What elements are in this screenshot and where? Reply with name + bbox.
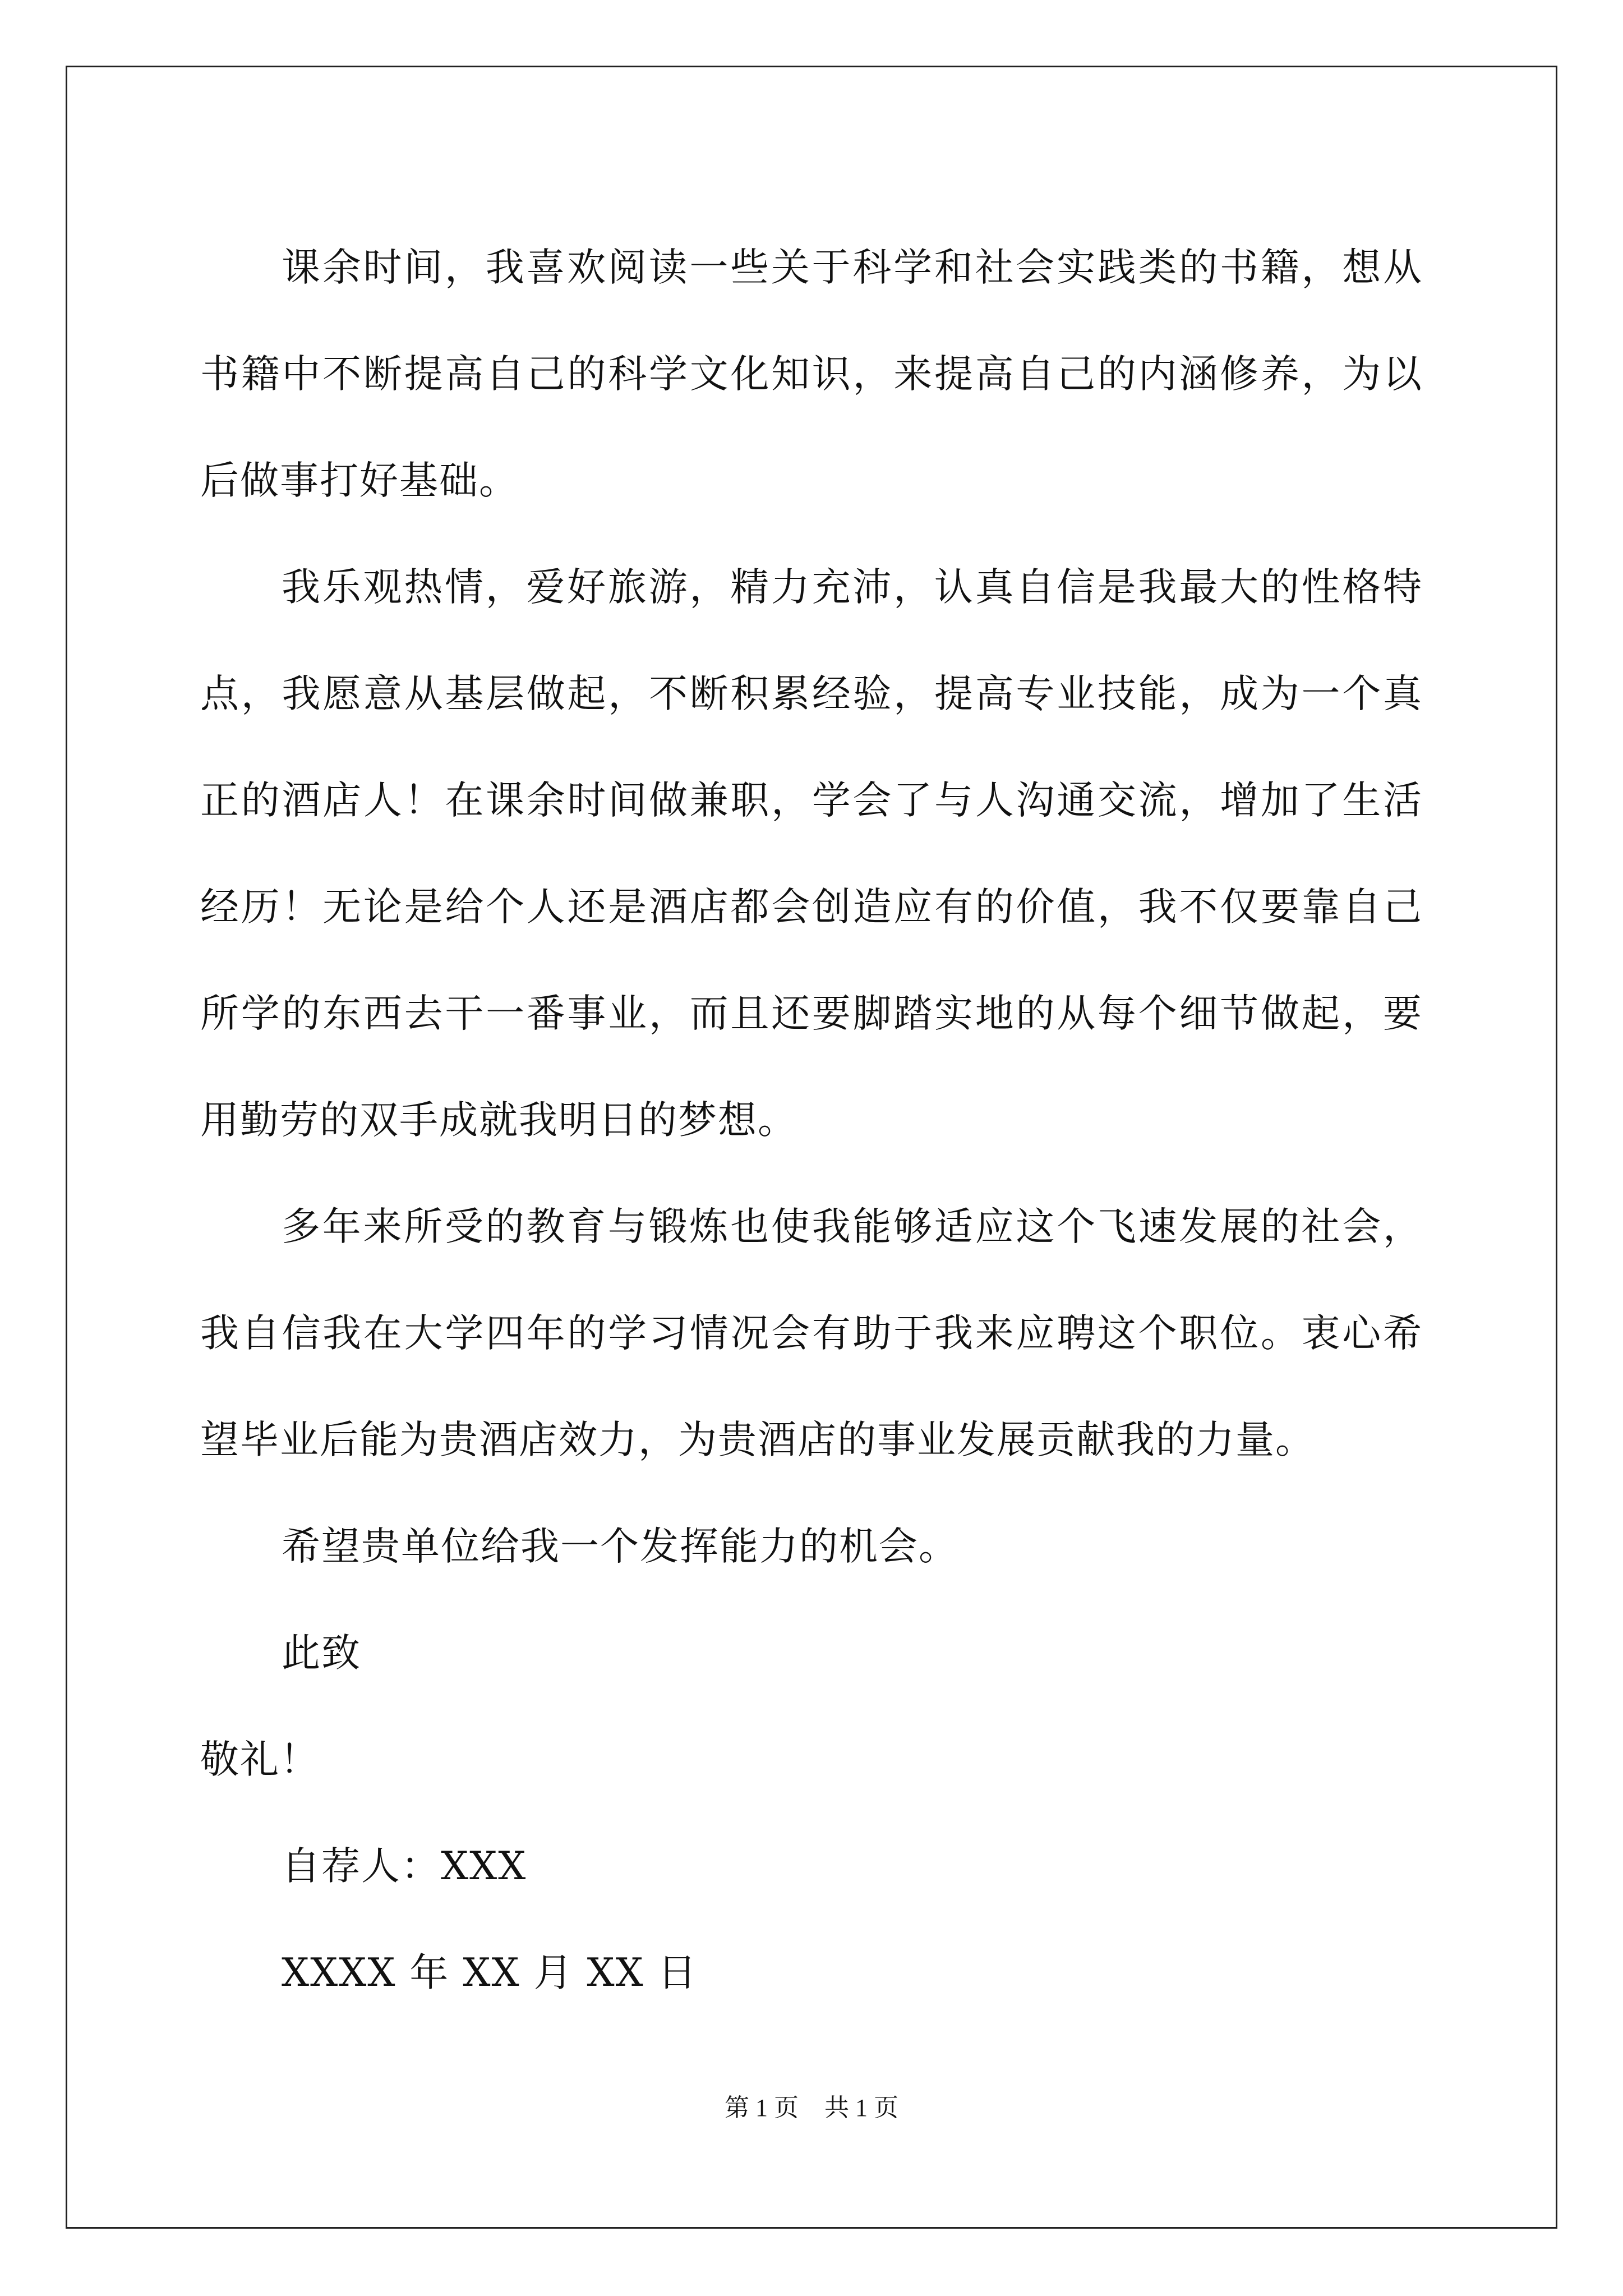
- page-footer: [0, 2091, 1623, 2125]
- page-number-total: 共 1 页: [824, 2094, 898, 2122]
- letter-body: [200, 214, 1423, 2026]
- paragraph-reading-habits: 课余时间，我喜欢阅读一些关于科学和社会实践类的书籍，想从书籍中不断提高自己的科学文化知识，来提高自己的内涵修养，为以后做事打好基础。: [200, 245, 1423, 503]
- closing-regards: 敬礼！: [200, 1737, 320, 1782]
- closing-salutation: 此致: [282, 1631, 361, 1676]
- page-number-current: 第 1 页: [725, 2094, 799, 2122]
- paragraph-hope: 希望贵单位给我一个发挥能力的机会。: [282, 1524, 958, 1569]
- signature-date: XXXX 年 XX 月 XX 日: [282, 1950, 698, 1995]
- paragraph-education: 多年来所受的教育与锻炼也使我能够适应这个飞速发展的社会，我自信我在大学四年的学习情况会有助于我来应聘这个职位。衷心希望毕业后能为贵酒店效力，为贵酒店的事业发展贡献我的力量。: [200, 1204, 1423, 1462]
- paragraph-personality: 我乐观热情，爱好旅游，精力充沛，认真自信是我最大的性格特点，我愿意从基层做起，不断积累经验，提高专业技能，成为一个真正的酒店人！在课余时间做兼职，学会了与人沟通交流，增加了生活经历！无论是给个人还是酒店都会创造应有的价值，我不仅要靠自己所学的东西去干一番事业，而且还要脚踏实地的从每个细节做起，要用勤劳的双手成就我明日的梦想。: [200, 565, 1423, 1143]
- signature-name: 自荐人：XXX: [282, 1844, 527, 1889]
